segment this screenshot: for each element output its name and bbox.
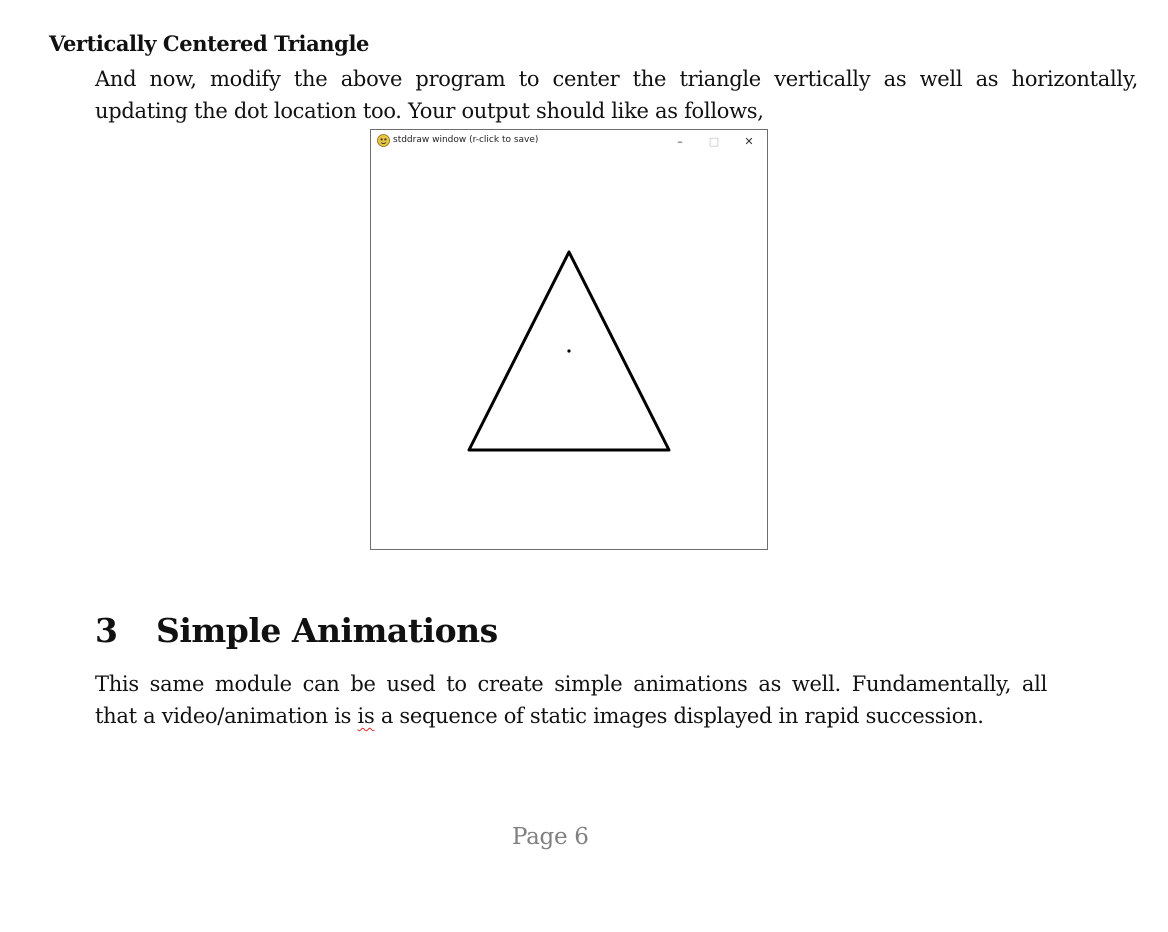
python-icon xyxy=(377,134,390,147)
animations-paragraph xyxy=(95,668,1047,732)
animations-paragraph-line-1: This same module can be used to create simple animations as well. Fundamentally, all xyxy=(95,672,1047,696)
section-title: Simple Animations xyxy=(156,611,498,650)
page-number: Page 6 xyxy=(512,824,589,850)
intro-paragraph xyxy=(95,63,1138,127)
intro-paragraph-line-1: And now, modify the above program to center the triangle vertically as well as horizontally, xyxy=(95,67,1138,91)
center-dot xyxy=(567,349,570,352)
intro-paragraph-line-2: updating the dot location too. Your output should like as follows, xyxy=(95,99,764,123)
subsection-title: Vertically Centered Triangle xyxy=(49,31,369,56)
animations-paragraph-line-2 xyxy=(95,700,1047,732)
window-title: stddraw window (r-click to save) xyxy=(393,135,539,145)
maximize-icon: □ xyxy=(708,134,720,148)
minimize-icon: – xyxy=(677,134,683,148)
stddraw-window-figure xyxy=(370,129,768,550)
section-number: 3 xyxy=(95,611,118,650)
section-heading xyxy=(95,611,498,650)
line-2-end: a sequence of static images displayed in rapid succession. xyxy=(374,704,984,728)
window-titlebar xyxy=(371,130,767,152)
spellcheck-flagged-word: is xyxy=(357,704,375,728)
drawing-canvas xyxy=(371,152,767,549)
line-2-start: that a video/animation is xyxy=(95,704,358,728)
close-icon: ✕ xyxy=(744,134,754,148)
